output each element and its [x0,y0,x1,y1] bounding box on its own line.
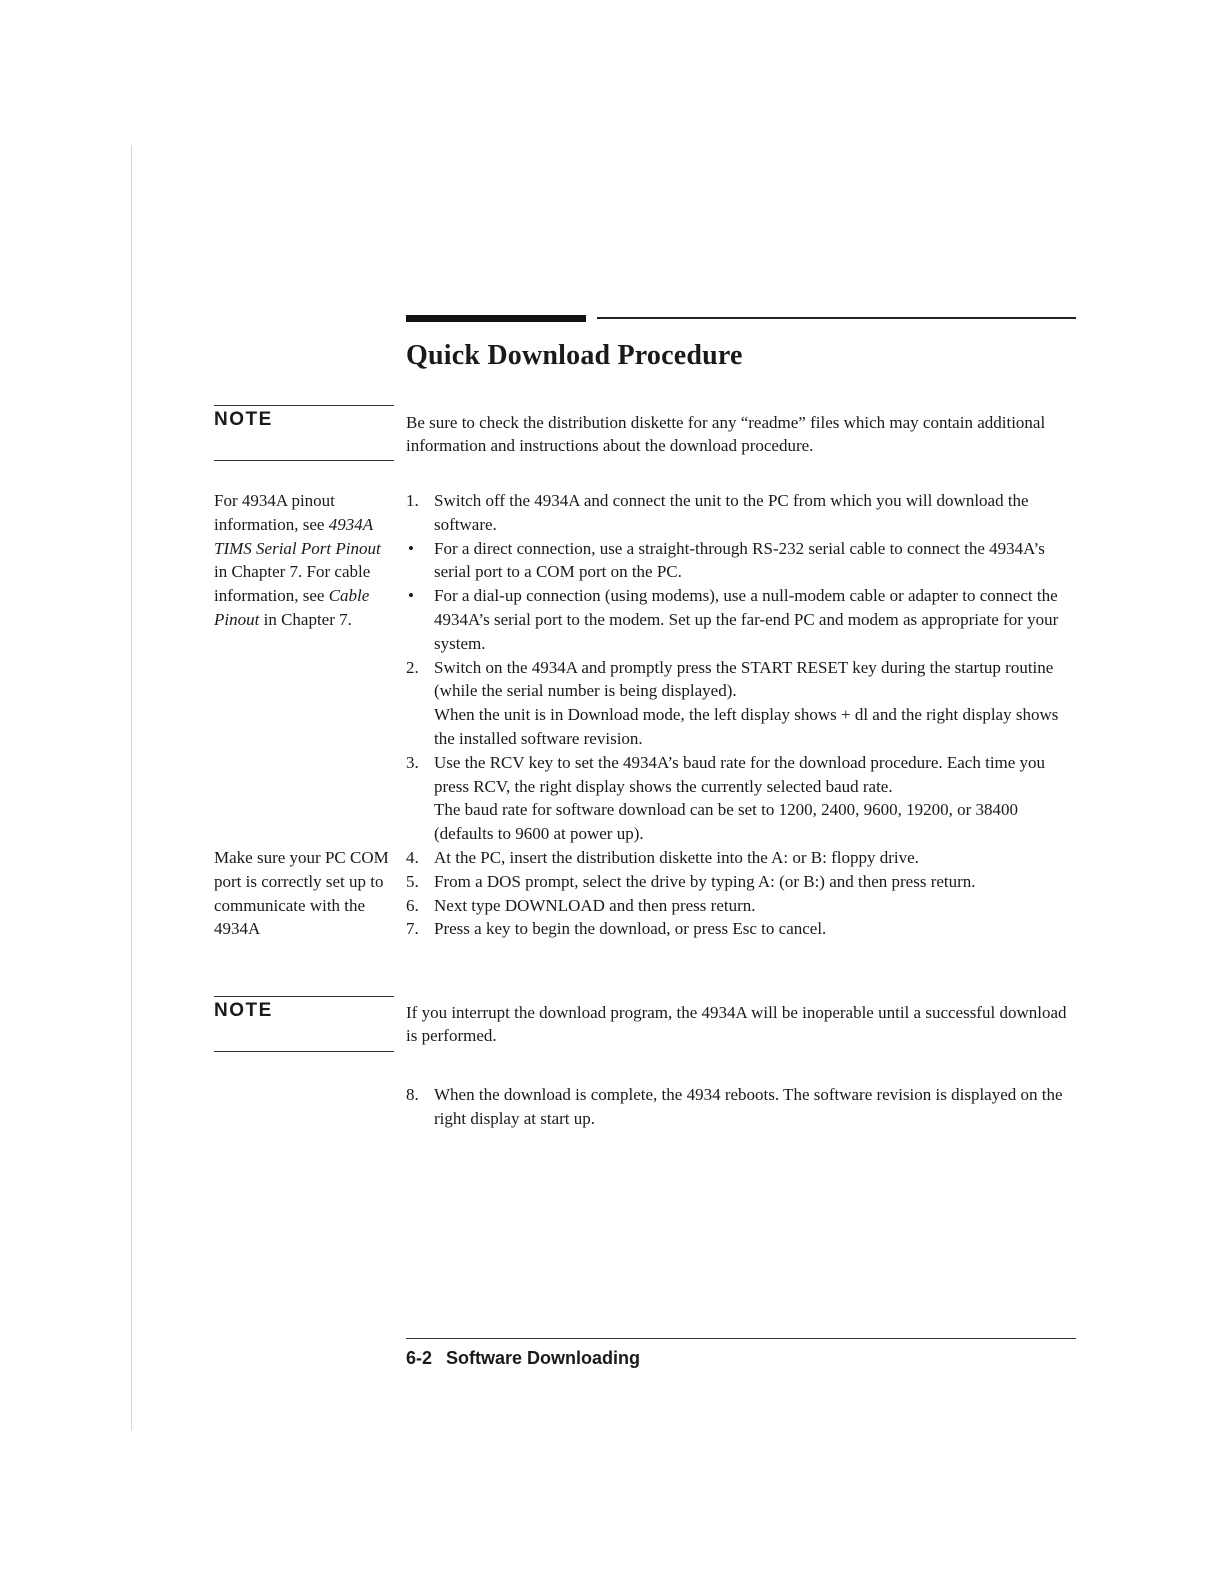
step-5 [406,870,1076,894]
sidebar-com-port-note: Make sure your PC COM port is correctly set up to communicate with the 4934A [214,848,389,939]
step-1-number: 1. [406,491,419,510]
step-1-bullet-dialup [406,584,1076,655]
section-title: Software Downloading [446,1348,641,1368]
steps-list [406,489,1076,941]
scan-edge-line [131,145,132,1430]
note-2-top-rule [214,996,394,997]
step-8-block [406,1083,1076,1131]
step-2-text: Switch on the 4934A and promptly press the START RESET key during the startup routine (while the serial number is being displayed). [434,657,1054,701]
bullet-icon: • [408,586,414,606]
header-rule-thin [597,317,1076,319]
header-rule-thick [406,315,586,322]
sidebar-pinout-text-3: in Chapter 7. [259,609,352,629]
step-6-text: Next type DOWNLOAD and then press return. [434,895,756,915]
step-7 [406,917,1076,941]
step-3-number: 3. [406,752,419,772]
step-6-number: 6. [406,895,419,915]
sidebar-pinout-link-1: 4934A TIMS Serial Port Pinout [214,514,381,558]
bullet-dialup-text: For a dial-up connection (using modems), use a null-modem cable or adapter to connect the 4934A’s serial port to the modem. Set up the far-end PC and modem as appropriate for your system. [434,586,1059,653]
bullet-direct-text: For a direct connection, use a straight-through RS-232 serial cable to connect the 4934A’s serial port to a COM port on the PC. [434,538,1045,582]
step-8-number: 8. [406,1085,419,1104]
sidebar-pinout-text-1: For 4934A pinout information, see [214,491,335,534]
note-2-label: NOTE [214,1000,273,1021]
step-3-text: Use the RCV key to set the 4934A’s baud rate for the download procedure. Each time you press RCV, the right display shows the currently selected baud rate. [434,752,1046,796]
step-2-text-continued: When the unit is in Download mode, the left display shows + dl and the right display shows the installed software revision. [434,705,1059,748]
step-2-number: 2. [406,657,419,677]
note-1-top-rule [214,405,394,406]
note-1-label: NOTE [214,409,273,430]
step-1-bullet-direct [406,537,1076,585]
sidebar-pinout-link-2: Cable Pinout [214,586,370,629]
step-6 [406,894,1076,918]
sidebar-pinout-text-2: in Chapter 7. For cable information, see [214,562,371,606]
note-2-bottom-rule [214,1051,394,1052]
step-1-text: Switch off the 4934A and connect the unit to the PC from which you will download the software. [434,491,1029,534]
step-8 [406,1083,1076,1131]
note-1-text: Be sure to check the distribution diskette for any “readme” files which may contain additional information and instructions about the download procedure. [406,413,1046,455]
page-number: 6-2 [406,1348,433,1368]
step-1 [406,489,1076,537]
note-2-text: If you interrupt the download program, the 4934A will be inoperable until a successful download is performed. [406,1003,1067,1045]
page-title: Quick Download Procedure [406,340,743,371]
step-7-number: 7. [406,919,419,939]
sidebar-pinout-note [214,489,389,632]
step-5-number: 5. [406,871,419,891]
step-4-number: 4. [406,847,419,867]
bullet-icon: • [408,538,414,558]
step-2 [406,656,1076,751]
step-5-text: From a DOS prompt, select the drive by typing A: (or B:) and then press return. [434,871,976,891]
step-3 [406,751,1076,846]
page-footer [406,1348,640,1369]
step-4 [406,846,1076,870]
step-7-text: Press a key to begin the download, or press Esc to cancel. [434,919,827,939]
step-8-text: When the download is complete, the 4934 reboots. The software revision is displayed on the right display at start up. [434,1085,1063,1128]
step-4-text: At the PC, insert the distribution diskette into the A: or B: floppy drive. [434,847,919,867]
note-2-box [214,996,394,1052]
step-3-text-continued: The baud rate for software download can be set to 1200, 2400, 9600, 19200, or 38400 (defaults to 9600 at power up). [434,800,1019,844]
note-1-box [214,405,394,461]
note-1-bottom-rule [214,460,394,461]
footer-rule [406,1338,1076,1339]
